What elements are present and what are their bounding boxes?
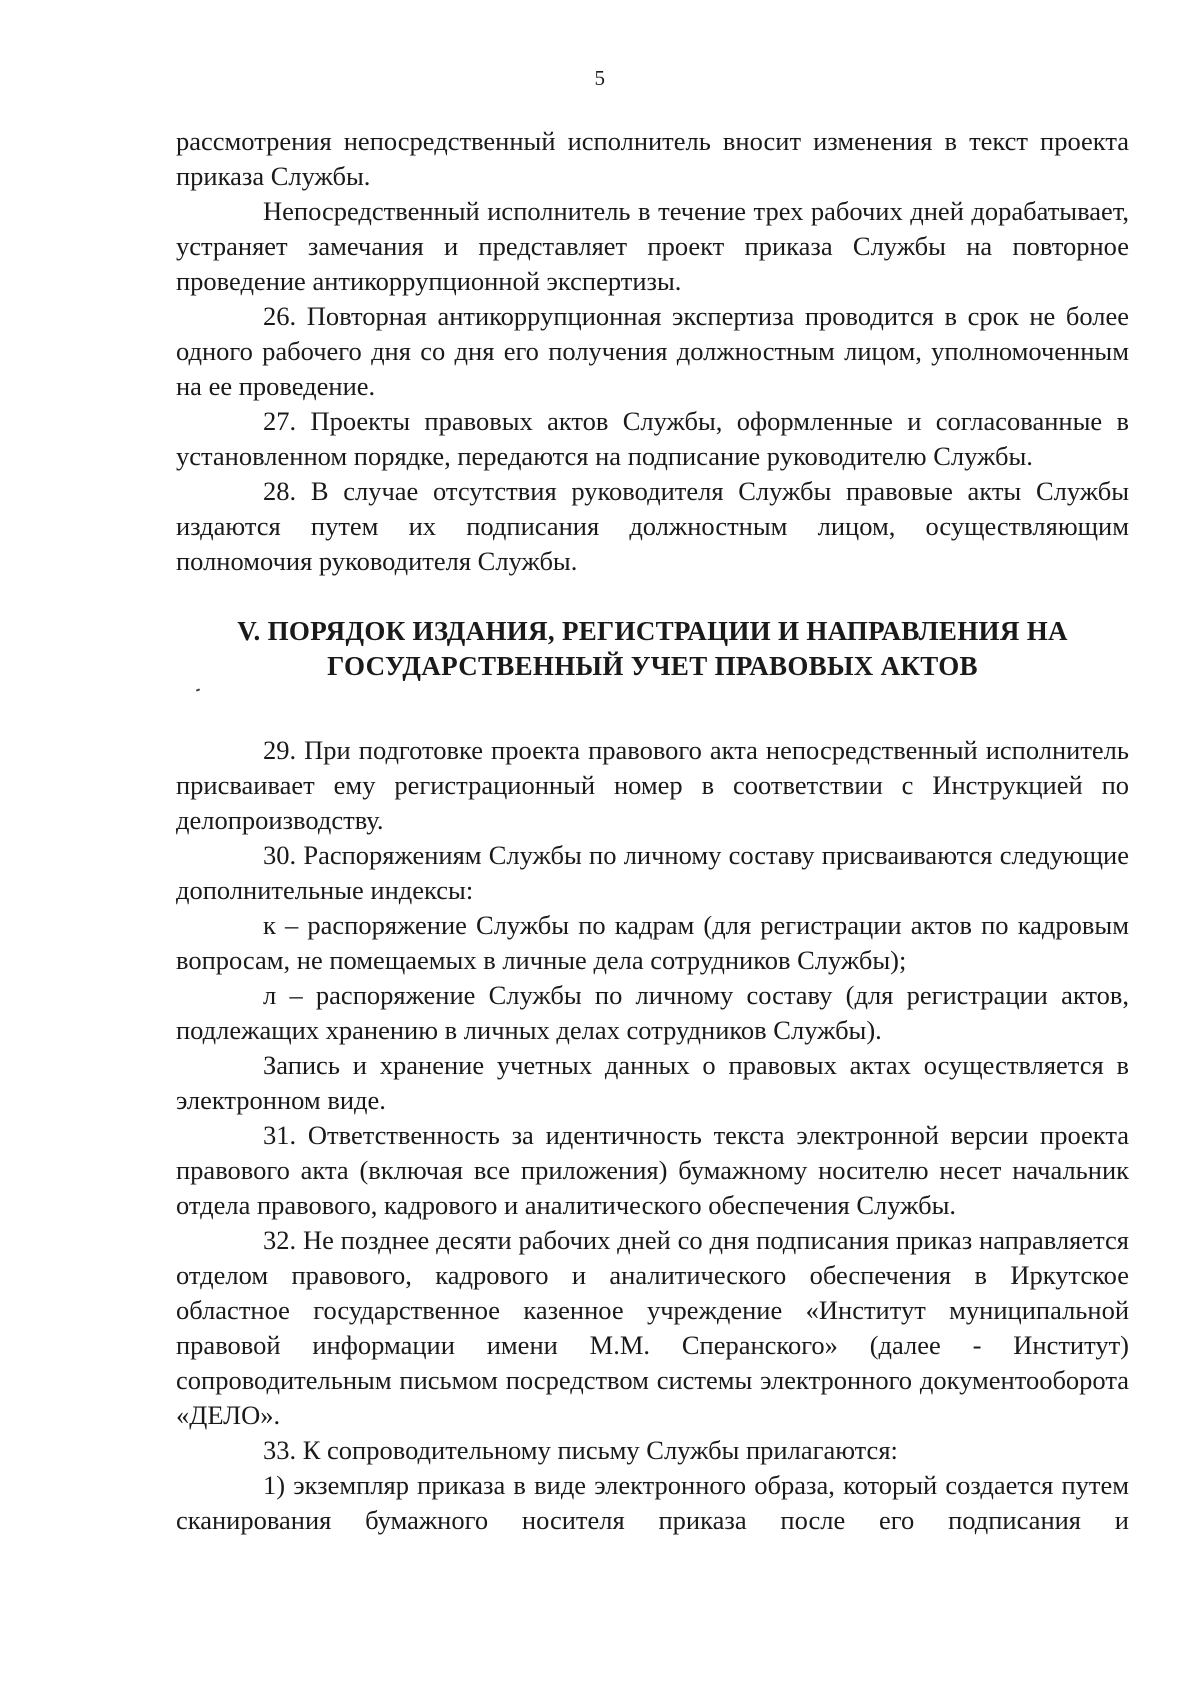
paragraph-30: 30. Распоряжениям Службы по личному составу присваиваются следующие дополнительные индексы: — [176, 840, 1129, 905]
section-heading — [176, 614, 1129, 684]
paragraph-index-k: к – распоряжение Службы по кадрам (для регистрации актов по кадровым вопросам, не помещаемых в личные дела сотрудников Службы); — [176, 910, 1129, 975]
paragraph-28: 28. В случае отсутствия руководителя Службы правовые акты Службы издаются путем их подписания должностным лицом, осуществляющим полномочия руководителя Службы. — [176, 476, 1129, 576]
paragraph-26: 26. Повторная антикоррупционная экспертиза проводится в срок не более одного рабочего дня со дня его получения должностным лицом, уполномоченным на ее проведение. — [176, 301, 1129, 401]
document-body — [176, 124, 1129, 1538]
paragraph-index-l: л – распоряжение Службы по личному составу (для регистрации актов, подлежащих хранению в личных делах сотрудников Службы). — [176, 980, 1129, 1045]
paragraph-33: 33. К сопроводительному письму Службы прилагаются: — [263, 1435, 898, 1465]
paragraph-32: 32. Не позднее десяти рабочих дней со дня подписания приказ направляется отделом правового, кадрового и аналитического обеспечения в Иркутское областное государственное казенное учреждение «Институт муниципальной правовой информации имени М.М. Сперанского» (далее - Институт) сопроводительным письмом посредством системы электронного документооборота «ДЕЛО». — [176, 1225, 1129, 1430]
paragraph-revision: Непосредственный исполнитель в течение трех рабочих дней дорабатывает, устраняет замечания и представляет проект приказа Службы на повторное проведение антикоррупционной экспертизы. — [176, 196, 1129, 296]
paragraph-29: 29. При подготовке проекта правового акта непосредственный исполнитель присваивает ему регистрационный номер в соответствии с Инструкцией по делопроизводству. — [176, 735, 1129, 835]
page-number: 5 — [594, 66, 606, 90]
heading-spacer — [176, 684, 1129, 733]
paragraph-27: 27. Проекты правовых актов Службы, оформленные и согласованные в установленном порядке, передаются на подписание руководителю Службы. — [176, 406, 1129, 471]
paragraph-records: Запись и хранение учетных данных о правовых актах осуществляется в электронном виде. — [176, 1050, 1129, 1115]
paragraph-31: 31. Ответственность за идентичность текста электронной версии проекта правового акта (включая все приложения) бумажному носителю несет начальник отдела правового, кадрового и аналитического обеспечения Службы. — [176, 1120, 1129, 1220]
paragraph-continuation: рассмотрения непосредственный исполнитель вносит изменения в текст проекта приказа Службы. — [176, 126, 1129, 191]
section-heading-line-1: V. ПОРЯДОК ИЗДАНИЯ, РЕГИСТРАЦИИ И НАПРАВЛЕНИЯ НА — [237, 616, 1068, 646]
paragraph-33-item-1: 1) экземпляр приказа в виде электронного образа, который создается путем сканирования бумажного носителя приказа после его подписания и — [176, 1470, 1129, 1535]
section-heading-line-2: ГОСУДАРСТВЕННЫЙ УЧЕТ ПРАВОВЫХ АКТОВ — [327, 651, 978, 681]
